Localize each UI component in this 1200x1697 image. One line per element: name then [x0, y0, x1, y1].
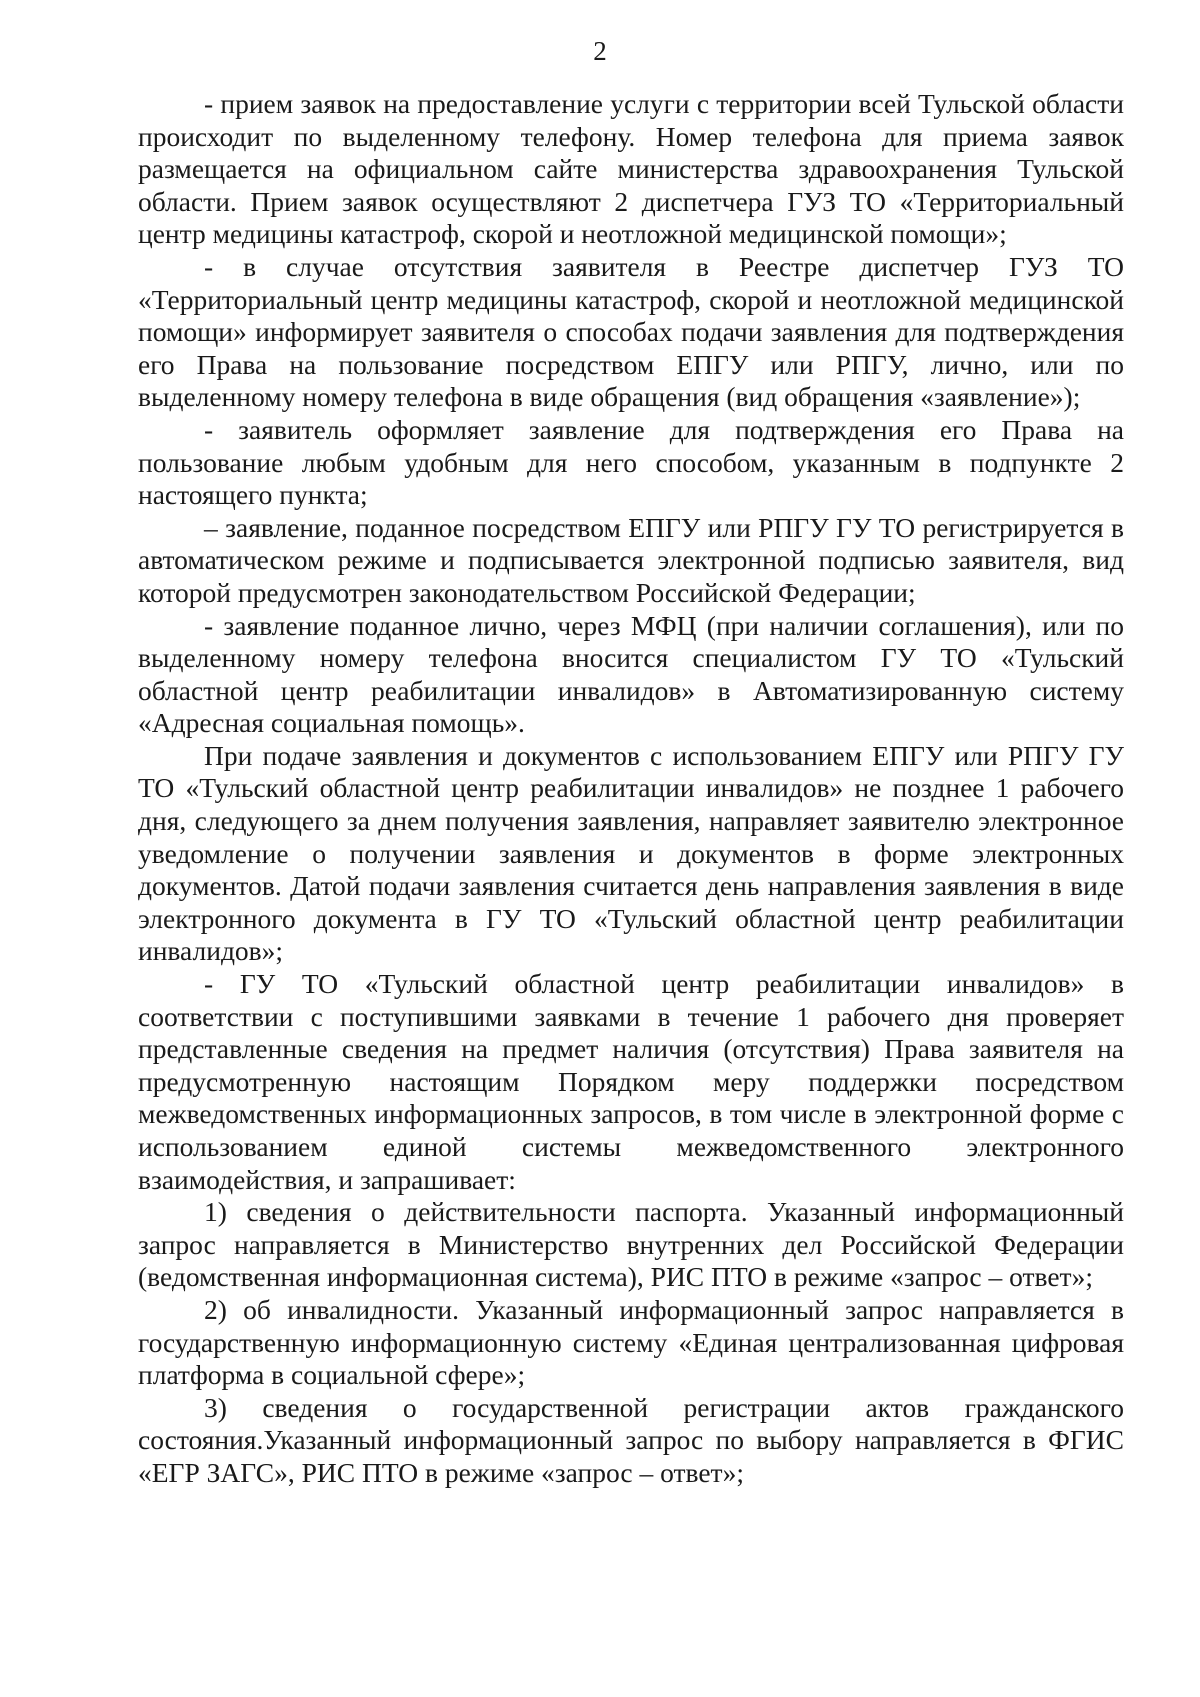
paragraph-phone-requests: - прием заявок на предоставление услуги с территории всей Тульской области происходит по выделенному телефону. Номер телефона для приема заявок размещается на официальном сайте министерства здравоохранения Тульской области. Прием заявок осуществляют 2 диспетчера ГУЗ ТО «Территориальный центр медицины катастроф, скорой и неотложной медицинской помощи»; — [138, 88, 1124, 250]
paragraph-epgu-registration: – заявление, поданное посредством ЕПГУ или РПГУ ГУ ТО регистрируется в автоматическом режиме и подписывается электронной подписью заявителя, вид которой предусмотрен законодательством Российской Федерации; — [138, 511, 1124, 608]
paragraph-item-passport: 1) сведения о действительности паспорта. Указанный информационный запрос направляется в Министерство внутренних дел Российской Федерации (ведомственная информационная система), РИС ПТО в режиме «запрос – ответ»; — [138, 1196, 1124, 1293]
page-number: 2 — [593, 36, 607, 66]
paragraph-item-civil-registry: 3) сведения о государственной регистрации актов гражданского состояния.Указанный информационный запрос по выбору направляется в ФГИС «ЕГР ЗАГС», РИС ПТО в режиме «запрос – ответ»; — [138, 1391, 1124, 1488]
document-body — [138, 88, 1124, 1490]
paragraph-absent-in-registry: - в случае отсутствия заявителя в Реестре диспетчер ГУЗ ТО «Территориальный центр медицины катастроф, скорой и неотложной медицинской помощи» информирует заявителя о способах подачи заявления для подтверждения его Права на пользование посредством ЕПГУ или РПГУ, лично, или по выделенному номеру телефона в виде обращения (вид обращения «заявление»); — [138, 250, 1124, 413]
paragraph-in-person-submission: - заявление поданное лично, через МФЦ (при наличии соглашения), или по выделенному номеру телефона вносится специалистом ГУ ТО «Тульский областной центр реабилитации инвалидов» в Автоматизированную систему «Адресная социальная помощь». — [138, 609, 1124, 739]
paragraph-applicant-submits: - заявитель оформляет заявление для подтверждения его Права на пользование любым удобным для него способом, указанным в подпункте 2 настоящего пункта; — [138, 413, 1124, 511]
paragraph-electronic-notice: При подаче заявления и документов с использованием ЕПГУ или РПГУ ГУ ТО «Тульский областной центр реабилитации инвалидов» не позднее 1 рабочего дня, следующего за днем получения заявления, направляет заявителю электронное уведомление о получении заявления и документов в форме электронных документов. Датой подачи заявления считается день направления заявления в виде электронного документа в ГУ ТО «Тульский областной центр реабилитации инвалидов»; — [138, 739, 1124, 967]
paragraph-item-disability: 2) об инвалидности. Указанный информационный запрос направляется в государственную информационную систему «Единая централизованная цифровая платформа в социальной сфере»; — [138, 1293, 1124, 1391]
paragraph-verification-requests: - ГУ ТО «Тульский областной центр реабилитации инвалидов» в соответствии с поступившими заявками в течение 1 рабочего дня проверяет представленные сведения на предмет наличия (отсутствия) Права заявителя на предусмотренную настоящим Порядком меру поддержки посредством межведомственных информационных запросов, в том числе в электронной форме с использованием единой системы межведомственного электронного взаимодействия, и запрашивает: — [138, 968, 1124, 1195]
